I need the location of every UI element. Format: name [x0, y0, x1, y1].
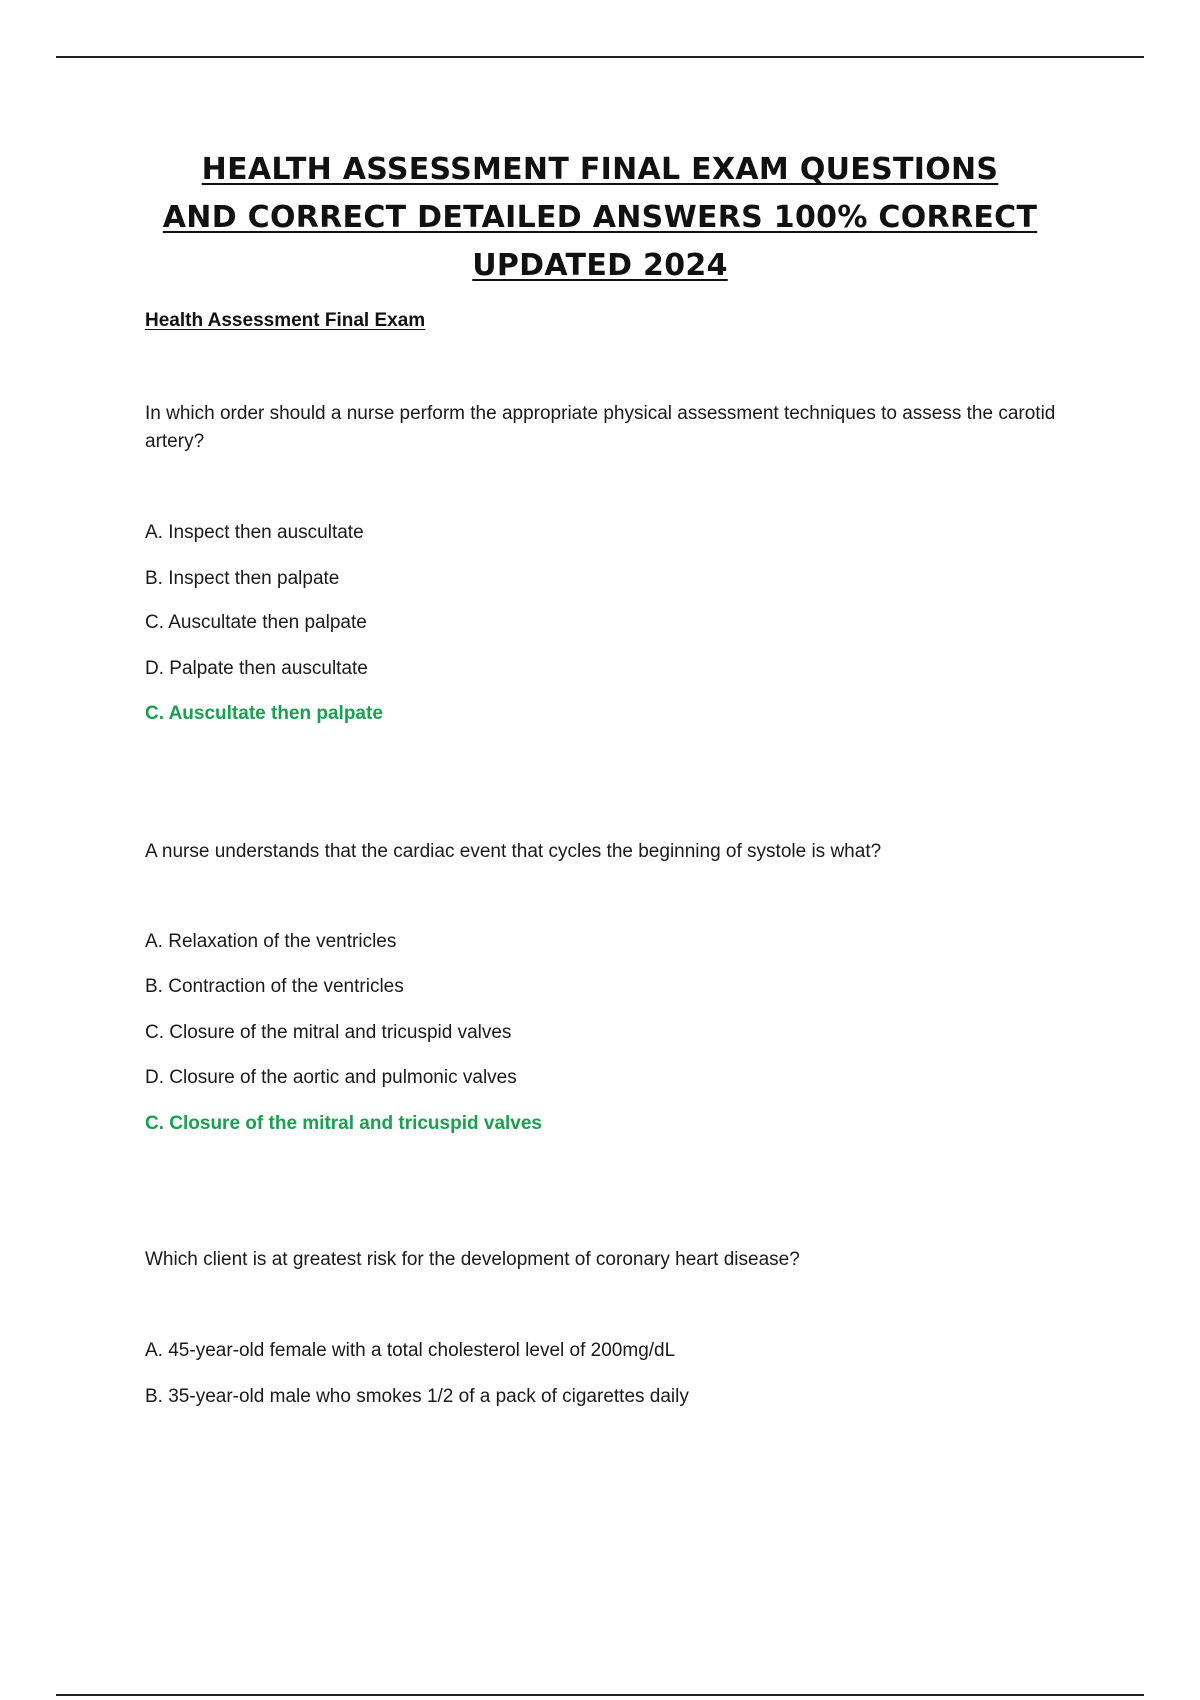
document-title [120, 146, 1080, 290]
question-1-text: In which order should a nurse perform the appropriate physical assessment techniques to assess the carotid artery? [145, 403, 1056, 452]
question-2-option-a: A. Relaxation of the ventricles [145, 931, 397, 952]
question-1-option-b: B. Inspect then palpate [145, 568, 340, 589]
question-2-option-c: C. Closure of the mitral and tricuspid valves [145, 1022, 512, 1043]
title-line-3: UPDATED 2024 [472, 248, 728, 283]
exam-subtitle: Health Assessment Final Exam [145, 310, 426, 331]
question-3-text: Which client is at greatest risk for the development of coronary heart disease? [145, 1249, 800, 1270]
question-3-option-a: A. 45-year-old female with a total cholesterol level of 200mg/dL [145, 1340, 676, 1361]
title-line-1: HEALTH ASSESSMENT FINAL EXAM QUESTIONS [201, 152, 999, 187]
question-2-text: A nurse understands that the cardiac event that cycles the beginning of systole is what? [145, 841, 882, 862]
question-2-answer: C. Closure of the mitral and tricuspid valves [145, 1113, 542, 1134]
question-2-option-d: D. Closure of the aortic and pulmonic valves [145, 1067, 517, 1088]
question-2-option-b: B. Contraction of the ventricles [145, 976, 404, 997]
question-1-option-d: D. Palpate then auscultate [145, 658, 368, 679]
question-3-option-b: B. 35-year-old male who smokes 1/2 of a pack of cigarettes daily [145, 1386, 689, 1407]
bottom-rule [56, 1694, 1144, 1696]
top-rule [56, 56, 1144, 58]
question-1-answer: C. Auscultate then palpate [145, 703, 383, 724]
title-line-2: AND CORRECT DETAILED ANSWERS 100% CORRECT [162, 200, 1038, 235]
question-1-option-c: C. Auscultate then palpate [145, 612, 367, 633]
question-1-option-a: A. Inspect then auscultate [145, 522, 364, 543]
